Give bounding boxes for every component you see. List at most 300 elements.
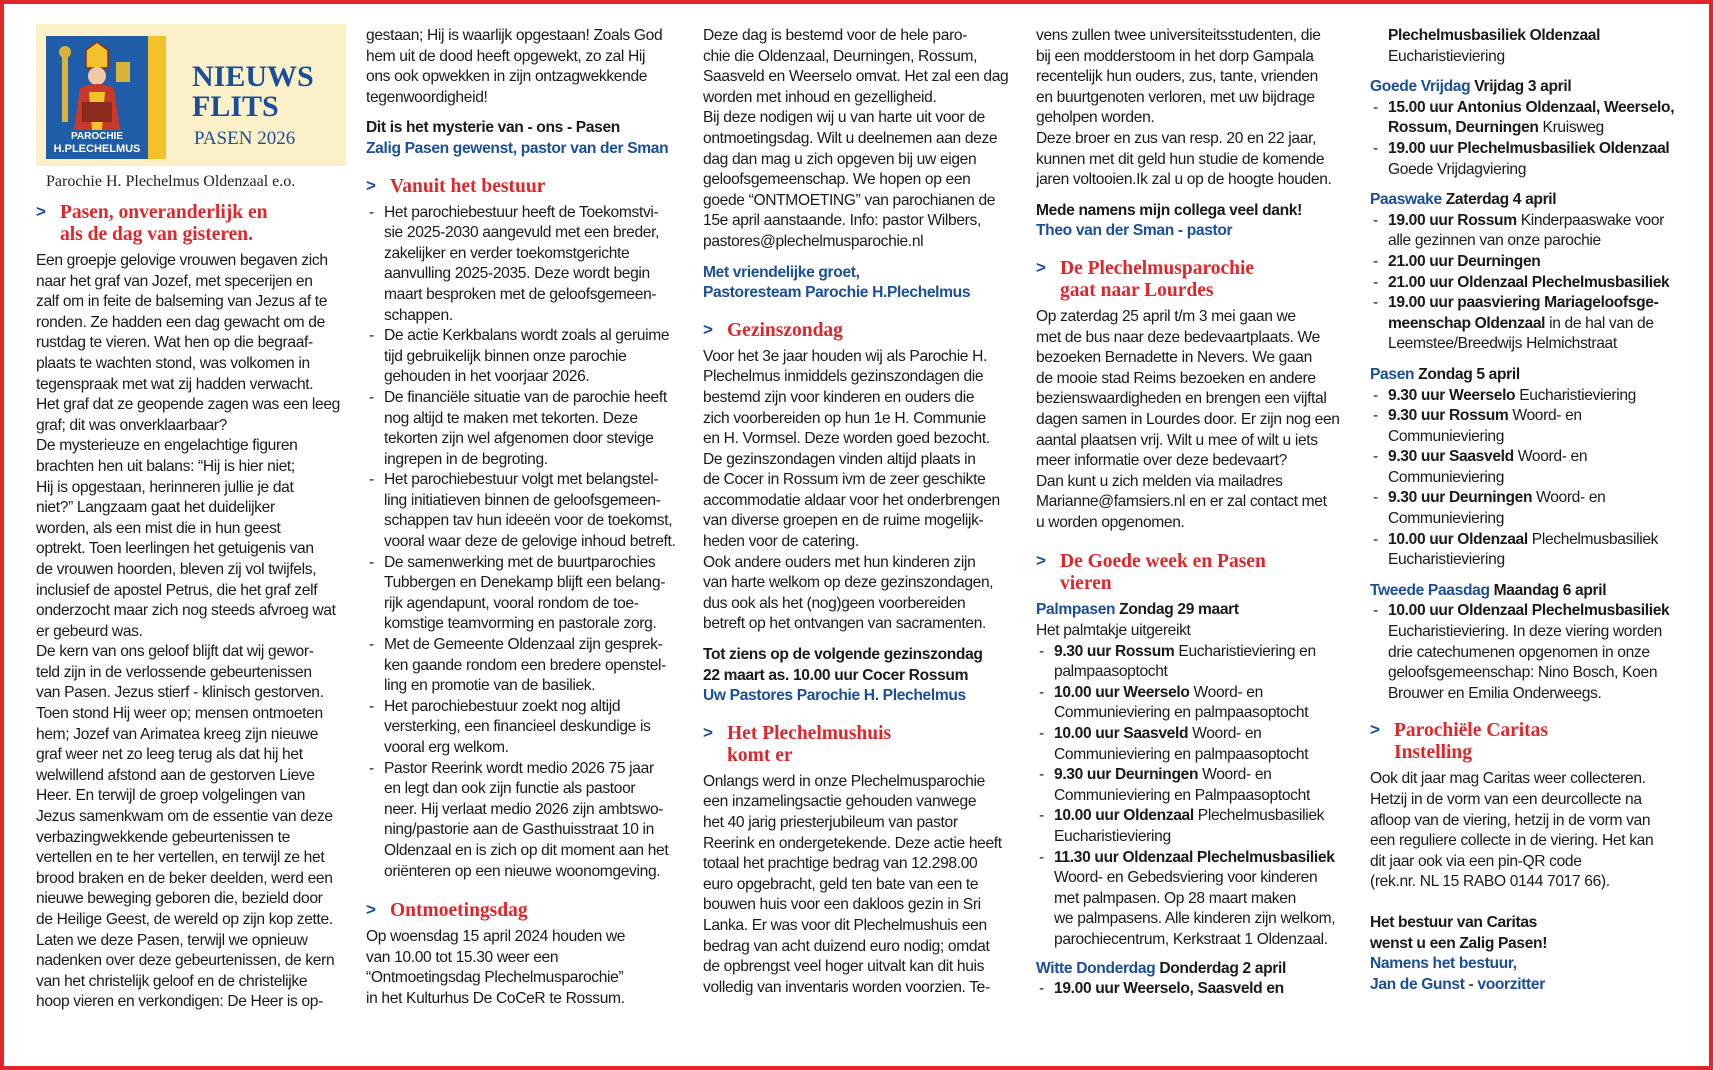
schedule-line: palmpaasoptocht (1054, 663, 1168, 681)
text-line: teld zijn in de verlossende gebeurtenissen (36, 663, 312, 681)
schedule-item (366, 388, 687, 470)
schedule-line: parochiecentrum, Kerkstraat 1 Oldenzaal. (1054, 930, 1328, 948)
schedule-time-place: 10.00 uur Weerselo (1054, 683, 1190, 701)
bestuur-line: De financiële situatie van de parochie heeft (384, 388, 667, 406)
text-line: Ook dit jaar mag Caritas weer collecteren. (1370, 770, 1646, 788)
text-line: de opbrengst veel hoger uitvalt kan dit huis (703, 958, 985, 976)
text-line: Toen stond Hij weer op; mensen ontmoeten (36, 705, 323, 723)
text-line: van 10.00 tot 15.30 weer een (366, 948, 559, 966)
schedule-line (1054, 642, 1356, 663)
caritas-sign-2: Jan de Gunst - voorzitter (1370, 975, 1545, 993)
schedule-line: Communieviering (1388, 468, 1505, 486)
chevron-right-icon: > (1370, 720, 1380, 740)
schedule-item (1370, 293, 1700, 355)
text-line: Plechelmus inmiddels gezinszondagen die (703, 368, 984, 386)
schedule-line (1054, 765, 1356, 786)
text-line: rustdag te vieren. Wat hen op die begraaf- (36, 334, 313, 352)
dash-bullet: - (1039, 642, 1044, 660)
bestuur-line: gehouden in het voorjaar 2026. (384, 368, 590, 386)
bestuur-line: schappen. (384, 306, 453, 324)
schedule-line: Eucharistieviering (1388, 551, 1505, 569)
schedule-item (1036, 848, 1356, 951)
schedule-item (366, 697, 687, 759)
schedule-place: meenschap Oldenzaal (1388, 314, 1546, 332)
sign-pastores: Uw Pastores Parochie H. Plechelmus (703, 687, 966, 705)
text-line: vens zullen twee universiteitsstudenten, die (1036, 27, 1321, 44)
schedule-item (1370, 98, 1700, 139)
text-line: bezoeken Bernadette in Nevers. We gaan (1036, 349, 1312, 367)
text-line: een inzamelingsactie gehouden vanwege (703, 793, 977, 811)
schedule-line: Communieviering en Palmpaasoptocht (1054, 786, 1310, 804)
schedule-line: Leemstee/Breedwijs Helmichstraat (1388, 335, 1617, 353)
text-line: Saasveld en Weerselo omvat. Het zal een dag (703, 68, 1009, 86)
tot-ziens-line-1: Tot ziens op de volgende gezinszondag (703, 646, 983, 664)
text-line: van het christelijk geloof en de christelijke (36, 972, 308, 990)
mystery-line: Dit is het mysterie van - ons - Pasen (366, 119, 620, 137)
text-line: bezienswaardigheden en brengen een vijftal (1036, 390, 1327, 408)
dash-bullet: - (1373, 407, 1378, 425)
schedule-line (1054, 683, 1356, 704)
schedule-type: Woord- en (1198, 766, 1272, 784)
schedule-item (1036, 724, 1356, 765)
schedule-type: Woord- en (1508, 407, 1582, 425)
text-line: De mysterieuze en engelachtige figuren (36, 437, 298, 455)
bestuur-line: Oldenzaal en is zich op dit moment aan het (384, 841, 669, 859)
dash-bullet: - (1373, 602, 1378, 620)
dash-bullet: - (1373, 448, 1378, 466)
text-line: Het graf dat ze geopende zagen was een leeg (36, 396, 340, 414)
bestuur-line: versterking, een financieel deskundige is (384, 718, 651, 736)
text-line: 15e april aanstaande. Info: pastor Wilbers, (703, 212, 981, 230)
text-line: hem; Jozef van Arimatea kreeg zijn nieuwe (36, 725, 319, 743)
column-3 (703, 26, 1011, 1060)
caritas-body (1370, 769, 1700, 893)
bestuur-line: tijd gebruikelijk binnen onze parochie (384, 347, 627, 365)
schedule-line (1054, 848, 1356, 869)
schedule-time-place: 19.00 uur paasviering Mariageloofsge- (1388, 294, 1659, 312)
schedule-item (1370, 139, 1700, 180)
text-line: afloop van de viering, hetzij in de vorm van (1370, 811, 1651, 829)
schedule-item (366, 326, 687, 388)
schedule-time-place: 19.00 uur Plechelmusbasiliek Oldenzaal (1388, 139, 1670, 157)
schedule-time-place: 9.30 uur Deurningen (1054, 766, 1199, 784)
column-1 (36, 200, 344, 1060)
schedule-type: Kinderpaaswake voor (1516, 211, 1665, 229)
text-line: bestemd zijn voor kinderen en ouders die (703, 388, 975, 406)
text-line: en H. Vormsel. Deze worden goed bezocht. (703, 430, 990, 448)
dash-bullet: - (1373, 386, 1378, 404)
schedule-item (366, 203, 687, 327)
text-line: Jezus samenkwam om de essentie van deze (36, 808, 333, 826)
schedule-item (366, 635, 687, 697)
bestuur-line: neer. Hij verlaat medio 2026 zijn ambtswo- (384, 800, 664, 818)
text-line: Bij deze nodigen wij u van harte uit voor de (703, 109, 985, 127)
text-line: brood braken en de beker deelden, werd een (36, 869, 333, 887)
schedule-time-place: 9.30 uur Weerselo (1388, 386, 1516, 404)
text-line: betreft op het ontvangen van sacramenten. (703, 615, 986, 633)
sign-pastoresteam: Pastoresteam Parochie H.Plechelmus (703, 284, 971, 302)
text-line: totaal het prachtige bedrag van 12.298.00 (703, 855, 978, 873)
heading-pasen: > Pasen, onveranderlijk en als de dag van gisteren. (36, 202, 268, 245)
text-line: nadenken over deze gebeurtenissen, de kern (36, 952, 335, 970)
bestuur-line: De actie Kerkbalans wordt zoals al geruime (384, 327, 670, 345)
schedule-type: Woord- en (1189, 683, 1263, 701)
chevron-right-icon: > (703, 722, 713, 742)
parish-logo (46, 36, 166, 159)
text-line: worden met inhoud en gezelligheid. (703, 88, 937, 106)
bishop-icon (56, 42, 138, 130)
chevron-right-icon: > (1036, 551, 1046, 571)
bestuur-line: schappen tav hun ideeën voor de toekomst, (384, 512, 673, 530)
schedule-time-place: 15.00 uur Antonius Oldenzaal, Weerselo, (1388, 98, 1675, 116)
day-heading (1370, 581, 1700, 602)
dash-bullet: - (1373, 273, 1378, 291)
masthead-edition: PASEN 2026 (194, 128, 296, 149)
text-line: Deze dag is bestemd voor de hele paro- (703, 27, 968, 44)
schedule-line: met palmpasen. Op 28 maart maken (1054, 889, 1296, 907)
schedule-time-place: 9.30 uur Rossum (1054, 642, 1175, 660)
article-pasen-body (36, 251, 344, 1013)
schedule-item (1370, 447, 1700, 488)
schedule-item (1370, 488, 1700, 529)
text-line: met de bus naar deze bedevaartplaats. We (1036, 328, 1320, 346)
dash-bullet: - (1373, 139, 1378, 157)
text-line: zalf om in feite de balseming van Jezus af te (36, 293, 328, 311)
text-line: en buurtgenoten verloren, met uw bijdrage (1036, 88, 1315, 106)
text-line: geloofsgemeenschap. We hopen op een (703, 171, 971, 189)
heading-ontmoetingsdag: > Ontmoetingsdag (366, 900, 528, 922)
day-date: Zondag 5 april (1414, 365, 1520, 383)
witte-donderdag-continued: Plechelmusbasiliek Oldenzaal (1388, 27, 1601, 44)
day-date: Zaterdag 4 april (1441, 191, 1557, 209)
bestuur-line: Het parochiebestuur heeft de Toekomstvi- (384, 203, 659, 221)
text-line: De kern van ons geloof blijft dat wij gewor- (36, 643, 314, 661)
text-line: goede “ONTMOETING” van parochianen de (703, 191, 996, 209)
text-line: de mooie stad Reims bezoeken en andere (1036, 369, 1316, 387)
lourdes-body (1036, 307, 1356, 534)
schedule-time-place: 9.30 uur Saasveld (1388, 448, 1514, 466)
caritas-sign-1: Namens het bestuur, (1370, 955, 1517, 973)
heading-caritas: > Parochiële Caritas Instelling (1370, 720, 1548, 764)
bestuur-line: komstige teamvorming en pastorale zorg. (384, 615, 657, 633)
text-line: bij een modderstoom in het dorp Gampala (1036, 47, 1314, 65)
schedule-line: Communieviering (1388, 510, 1505, 528)
text-line: graf; dit was onverklaarbaar? (36, 416, 227, 434)
day-date: Vrijdag 3 april (1470, 78, 1572, 96)
text-line: euro opgebracht, geld ten bate van een te (703, 875, 979, 893)
text-line: in het Kulturhus De CoCeR te Rossum. (366, 989, 625, 1007)
schedule-item (1036, 642, 1356, 683)
bestuur-line: ingrepen in de begroting. (384, 450, 548, 468)
bestuur-line: sie 2025-2030 aangevuld met een breder, (384, 224, 660, 242)
text-line: kunnen met dit geld hun studie de komende (1036, 150, 1325, 168)
text-line: “Ontmoetingsdag Plechelmusparochie” (366, 969, 624, 987)
text-line: geholpen worden. (1036, 109, 1155, 127)
text-line: optrekt. Toen leerlingen het getuigenis van (36, 540, 314, 558)
text-line: Reerink en ondergetekende. Deze actie heeft (703, 834, 1002, 852)
sign-groet: Met vriendelijke groet, (703, 263, 860, 281)
schedule-time-place: 9.30 uur Rossum (1388, 407, 1509, 425)
day-name: Goede Vrijdag (1370, 78, 1471, 96)
bestuur-line: Pastor Reerink wordt medio 2026 75 jaar (384, 759, 654, 777)
text-line: dagen samen in Lourdes door. Er zijn nog een (1036, 410, 1340, 428)
dash-bullet: - (369, 553, 374, 571)
schedule-time-place: 19.00 uur Rossum (1388, 211, 1517, 229)
text-line: van Pasen. Jezus stierf - klinisch gestorven. (36, 684, 324, 702)
schedule-line: Eucharistieviering (1054, 828, 1171, 845)
text-line: Hij is opgestaan, herinneren jullie je dat (36, 478, 294, 496)
bestuur-line: Het parochiebestuur volgt met belangstel- (384, 471, 659, 489)
schedule-time-place: 10.00 uur Oldenzaal Plechelmusbasiliek (1388, 602, 1670, 620)
text-line: dag dan mag u zich opgeven bij uw eigen (703, 150, 977, 168)
text-line: welwillend afstond aan de gestorven Lieve (36, 766, 315, 784)
day-date: Maandag 6 april (1489, 581, 1607, 599)
schedule-type: Plechelmusbasiliek (1193, 807, 1325, 825)
witte-donderdag-type: Eucharistieviering (1388, 47, 1505, 65)
schedule-line (1388, 98, 1700, 119)
text-line: de vrouwen hoorden, bleven zij vol twijfels, (36, 560, 317, 578)
schedule-line (1388, 406, 1700, 427)
dash-bullet: - (369, 203, 374, 221)
tot-ziens-line-2: 22 maart as. 10.00 uur Cocer Rossum (703, 666, 969, 684)
schedule-place: Rossum, Deurningen (1388, 119, 1539, 137)
bestuur-line: Tubbergen en Denekamp blijft een belang- (384, 574, 666, 592)
text-line: meer informatie over deze bedevaart? (1036, 452, 1287, 470)
witte-donderdag-item: - 19.00 uur Weerselo, Saasveld en (1039, 980, 1284, 998)
schedule-time-place: 10.00 uur Oldenzaal (1388, 530, 1528, 548)
chevron-right-icon: > (366, 175, 376, 195)
text-line: (rek.nr. NL 15 RABO 0144 7017 66). (1370, 873, 1610, 891)
schedule-line: alle gezinnen van onze parochie (1388, 232, 1601, 250)
text-line: gestaan; Hij is waarlijk opgestaan! Zoals God (366, 27, 663, 44)
logo-text-parochie: PAROCHIE (70, 131, 124, 142)
bestuur-line: ling en promotie van de basiliek. (384, 677, 596, 695)
text-line: heden voor de catering. (703, 533, 859, 551)
text-line: Heer. En terwijl de groep volgelingen van (36, 787, 306, 805)
dash-bullet: - (1373, 211, 1378, 229)
text-line: volledig van inventaris worden voorzien. Te- (703, 978, 990, 996)
dash-bullet: - (1039, 848, 1044, 866)
text-line: u worden opgenomen. (1036, 513, 1185, 531)
paas-schedule (1370, 67, 1700, 704)
schedule-item (366, 553, 687, 635)
text-line: recentelijk hun ouders, zus, tante, vrienden (1036, 68, 1318, 86)
bestuur-line: ning/pastorie aan de Gasthuisstraat 10 in (384, 821, 654, 839)
text-line: een reguliere collecte in de viering. Het kan (1370, 832, 1654, 850)
masthead-subtitle: Parochie H. Plechelmus Oldenzaal e.o. (46, 173, 296, 190)
day-heading (1370, 190, 1700, 211)
column-4 (1036, 26, 1356, 1060)
text-line: vertellen en te her vertellen, en terwijl ze het (36, 849, 325, 867)
masthead-title-flits: FLITS (192, 90, 279, 123)
bestuur-line: Met de Gemeente Oldenzaal zijn gesprek- (384, 636, 663, 654)
schedule-line (1388, 252, 1700, 273)
text-line: van diverse groepen en de ruime mogelijk- (703, 512, 984, 530)
column-2 (366, 26, 687, 1060)
schedule-item (1370, 211, 1700, 252)
text-line: Een groepje gelovige vrouwen begaven zich (36, 252, 328, 269)
witte-donderdag-day: Witte Donderdag Donderdag 2 april (1036, 959, 1286, 977)
text-line: er gebeurd was. (36, 622, 143, 640)
ontmoetingsdag-body (366, 927, 687, 1009)
dash-bullet: - (369, 636, 374, 654)
schedule-line: geloofsgemeenschap: Nino Bosch, Koen (1388, 664, 1658, 682)
text-line: graf weer net zo leeg terug als dat hij het (36, 746, 303, 764)
dash-bullet: - (369, 388, 374, 406)
sign-theo: Theo van der Sman - pastor (1036, 222, 1233, 240)
text-line: Marianne@famsiers.nl en er zal contact met (1036, 493, 1327, 511)
day-name: Tweede Paasdag (1370, 581, 1490, 599)
dash-bullet: - (1039, 766, 1044, 784)
schedule-item (1370, 386, 1700, 407)
schedule-line: Brouwer en Emilia Onderweegs. (1388, 684, 1602, 702)
schedule-item (1370, 406, 1700, 447)
schedule-line: Woord- en Gebedsviering voor kinderen (1054, 869, 1318, 887)
text-line: Op zaterdag 25 april t/m 3 mei gaan we (1036, 307, 1296, 325)
text-line: Lanka. Er was voor dit Plechelmushuis een (703, 916, 987, 934)
text-line: Deze broer en zus van resp. 20 en 22 jaar, (1036, 129, 1317, 147)
schedule-line (1388, 601, 1700, 622)
text-line: het 40 jarig priesterjubileum van pastor (703, 814, 958, 831)
dash-bullet: - (1373, 489, 1378, 507)
schedule-type: Eucharistieviering en (1174, 642, 1316, 660)
text-line: Ook andere ouders met hun kinderen zijn (703, 553, 976, 571)
bestuur-line: vooral erg welkom. (384, 739, 509, 756)
spacer (1370, 180, 1700, 190)
dash-bullet: - (369, 471, 374, 489)
bestuur-line: zakelijker en verder toekomstgerichte (384, 244, 630, 262)
schedule-line: we palmpasens. Alle kinderen zijn welkom, (1054, 910, 1336, 928)
text-line: Dan kunt u zich melden via mailadres (1036, 472, 1283, 490)
schedule-line (1388, 314, 1700, 335)
bestuur-line: Het parochiebestuur zoekt nog altijd (384, 697, 621, 715)
schedule-line (1388, 293, 1700, 314)
caritas-bestuur-line-1: Het bestuur van Caritas (1370, 913, 1537, 931)
schedule-time-place: 11.30 uur Oldenzaal Plechelmusbasiliek (1054, 848, 1335, 866)
plechelmushuis-body (703, 772, 1011, 999)
schedule-item (1370, 273, 1700, 294)
text-line: nieuwe beweging geboren die, bezield door (36, 890, 323, 908)
schedule-item (1370, 601, 1700, 704)
greeting-line: Zalig Pasen gewenst, pastor van der Sman (366, 139, 669, 157)
day-name: Pasen (1370, 365, 1415, 383)
text-line: de Cocer in Rossum ivm de zeer geschikte (703, 471, 986, 489)
text-line: tegenspraak met wat zij hadden verwacht. (36, 375, 314, 393)
caritas-bestuur-line-2: wenst u een Zalig Pasen! (1370, 934, 1548, 952)
schedule-item (1036, 806, 1356, 847)
dash-bullet: - (1039, 807, 1044, 825)
text-line: brachten hen uit balans: “Hij is hier niet; (36, 457, 295, 475)
heading-lourdes: > De Plechelmusparochie gaat naar Lourdes (1036, 257, 1255, 301)
text-line: accommodatie aldaar voor het onderbrengen (703, 491, 1000, 509)
masthead-title-nieuws: NIEUWS (192, 60, 314, 93)
text-line: aantal plaatsen vrij. Wilt u mee of wilt u iets (1036, 431, 1318, 449)
bestuur-list (366, 203, 687, 883)
logo-text-plechelmus: H.PLECHELMUS (53, 143, 141, 155)
schedule-type: in de hal van de (1545, 314, 1654, 332)
text-line: Hetzij in de vorm van een deurcollecte na (1370, 791, 1642, 808)
text-line: plaats te wachten stond, was volkomen in (36, 354, 310, 372)
schedule-item (1370, 530, 1700, 571)
text-line: hem uit de dood heeft opgewekt, zo zal Hij (366, 47, 646, 65)
bestuur-line: ling initiatieven binnen de geloofsgemeen- (384, 491, 661, 509)
text-line: Op woensdag 15 april 2024 houden we (366, 928, 626, 946)
schedule-type: Woord- en (1188, 725, 1262, 743)
chevron-right-icon: > (36, 202, 46, 221)
ontmoetingsdag-continued (703, 26, 1011, 253)
heading-gezinszondag: > Gezinszondag (703, 319, 843, 341)
spacer (1370, 571, 1700, 581)
schedule-item (1370, 252, 1700, 273)
spacer (1370, 355, 1700, 365)
schedule-line: Goede Vrijdagviering (1388, 160, 1527, 178)
bestuur-line: tekorten zijn wel afgenomen door stevige (384, 430, 654, 448)
schedule-line: Communieviering en palmpaasoptocht (1054, 704, 1309, 722)
palmpasen-schedule (1036, 642, 1356, 951)
schedule-line: Eucharistieviering. In deze viering worden (1388, 623, 1662, 641)
article-pasen-continued (366, 26, 687, 108)
chevron-right-icon: > (366, 900, 376, 920)
text-line: niet?” Langzaam gaat het duidelijker (36, 499, 275, 517)
schedule-time-place: 10.00 uur Oldenzaal (1054, 807, 1194, 825)
schedule-time-place: 10.00 uur Saasveld (1054, 725, 1189, 743)
palmpasen-day: Palmpasen Zondag 29 maart (1036, 601, 1239, 619)
text-line: bedrag van acht duizend euro nodig; omdat (703, 937, 990, 955)
text-line: tegenwoordigheid! (366, 88, 488, 106)
text-line: van harte welkom op deze gezinszondagen, (703, 574, 994, 592)
schedule-line (1388, 211, 1700, 232)
text-line: pastores@plechelmusparochie.nl (703, 232, 924, 250)
text-line: Laten we deze Pasen, terwijl we opnieuw (36, 931, 308, 949)
heading-bestuur: > Vanuit het bestuur (366, 175, 546, 197)
logo-gold-band (148, 36, 166, 159)
bestuur-line: rijk agendapunt, vooral rondom de toe- (384, 594, 639, 612)
text-line: chie die Oldenzaal, Deurningen, Rossum, (703, 47, 978, 65)
text-line: ons ook opwekken in zijn ontzagwekkende (366, 68, 648, 86)
schedule-item (1036, 683, 1356, 724)
schedule-item (366, 759, 687, 883)
text-line: hoop vieren en verkondigen: De Heer is op- (36, 993, 323, 1011)
text-line: De gezinszondagen vinden altijd plaats in (703, 450, 976, 468)
text-line: verbazingwekkende gebeurtenissen te (36, 828, 290, 846)
schedule-line (1388, 530, 1700, 551)
heading-goede-week: > De Goede week en Pasen vieren (1036, 551, 1266, 595)
text-line: Onlangs werd in onze Plechelmusparochie (703, 772, 985, 790)
text-line: dit jaar ook via een pin-QR code (1370, 852, 1582, 870)
text-line: zich voorbereiden op hun 1e H. Communie (703, 409, 986, 427)
schedule-line (1388, 118, 1700, 139)
text-line: dus ook als het (nog)geen voorbereiden (703, 594, 966, 612)
schedule-time-place: 9.30 uur Deurningen (1388, 489, 1533, 507)
bestuur-line: ken gaande rondom een bredere openstel- (384, 656, 666, 674)
dash-bullet: - (369, 759, 374, 777)
dash-bullet: - (1373, 252, 1378, 270)
masthead (36, 24, 346, 194)
text-line: onderzocht maar zich nog steeds afvroeg wat (36, 602, 336, 620)
spacer (1370, 67, 1700, 77)
bestuur-line: nog altijd te maken met tekorten. Deze (384, 409, 638, 427)
dash-bullet: - (369, 327, 374, 345)
schedule-time-place: 21.00 uur Oldenzaal Plechelmusbasiliek (1388, 273, 1670, 291)
schedule-line (1388, 386, 1700, 407)
chevron-right-icon: > (1036, 257, 1046, 277)
schedule-line (1054, 724, 1356, 745)
dank-line: Mede namens mijn collega veel dank! (1036, 201, 1302, 219)
text-line: naar het graf van Jozef, met specerijen en (36, 272, 313, 290)
schedule-type: Woord- en (1532, 489, 1606, 507)
day-name: Paaswake (1370, 191, 1442, 209)
day-heading (1370, 365, 1700, 386)
